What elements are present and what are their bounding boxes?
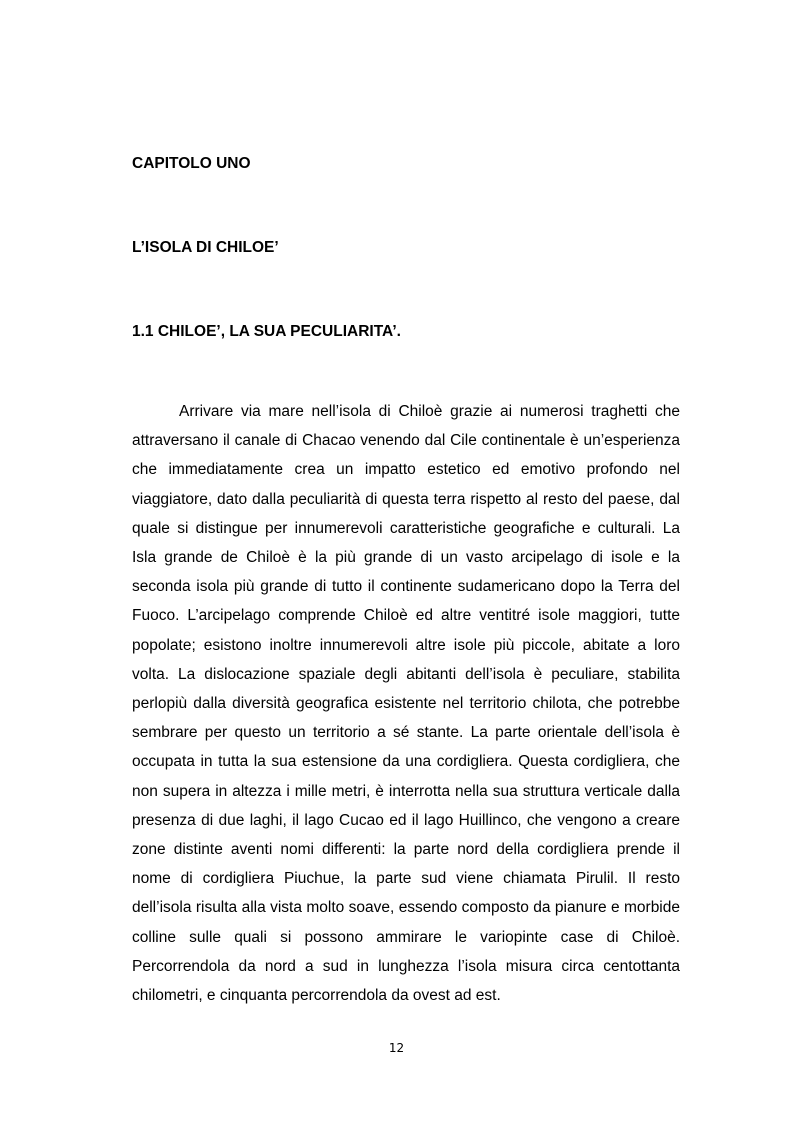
section-title: 1.1 CHILOE’, LA SUA PECULIARITA’. [132,323,401,340]
body-paragraph: Arrivare via mare nell’isola di Chiloè grazie ai numerosi traghetti che attraversano il canale di Chacao venendo dal Cile continentale è un’esperienza che immediatamente crea un impatto estetico ed emotivo profondo nel viaggiatore, dato dalla peculiarità di questa terra rispetto al resto del paese, dal quale si distingue per innumerevoli caratteristiche geografiche e culturali. La Isla grande de Chiloè è la più grande di un vasto arcipelago di isole e la seconda isola più grande di tutto il continente sudamericano dopo la Terra del Fuoco. L’arcipelago comprende Chiloè ed altre ventitré isole maggiori, tutte popolate; esistono inoltre innumerevoli altre isole più piccole, abitate a loro volta. La dislocazione spaziale degli abitanti dell’isola è peculiare, stabilita perlopiù dalla diversità geografica esistente nel territorio chilota, che potrebbe sembrare per questo un territorio a sé stante. La parte orientale dell’isola è occupata in tutta la sua estensione da una cordigliera. Questa cordigliera, che non supera in altezza i mille metri, è interrotta nella sua struttura verticale dalla presenza di due laghi, il lago Cucao ed il lago Huillinco, che vengono a creare zone distinte aventi nomi differenti: la parte nord della cordigliera prende il nome di cordigliera Piuchue, la parte sud viene chiamata Pirulil. Il resto dell’isola risulta alla vista molto soave, essendo composto da pianure e morbide colline sulle quali si possono ammirare le variopinte case di Chiloè. Percorrendola da nord a sud in lunghezza l’isola misura circa centottanta chilometri, e cinquanta percorrendola da ovest ad est. [132,403,680,1005]
chapter-label: CAPITOLO UNO [132,155,251,172]
page-number: 12 [388,1041,405,1055]
chapter-title: L’ISOLA DI CHILOE’ [132,239,279,256]
